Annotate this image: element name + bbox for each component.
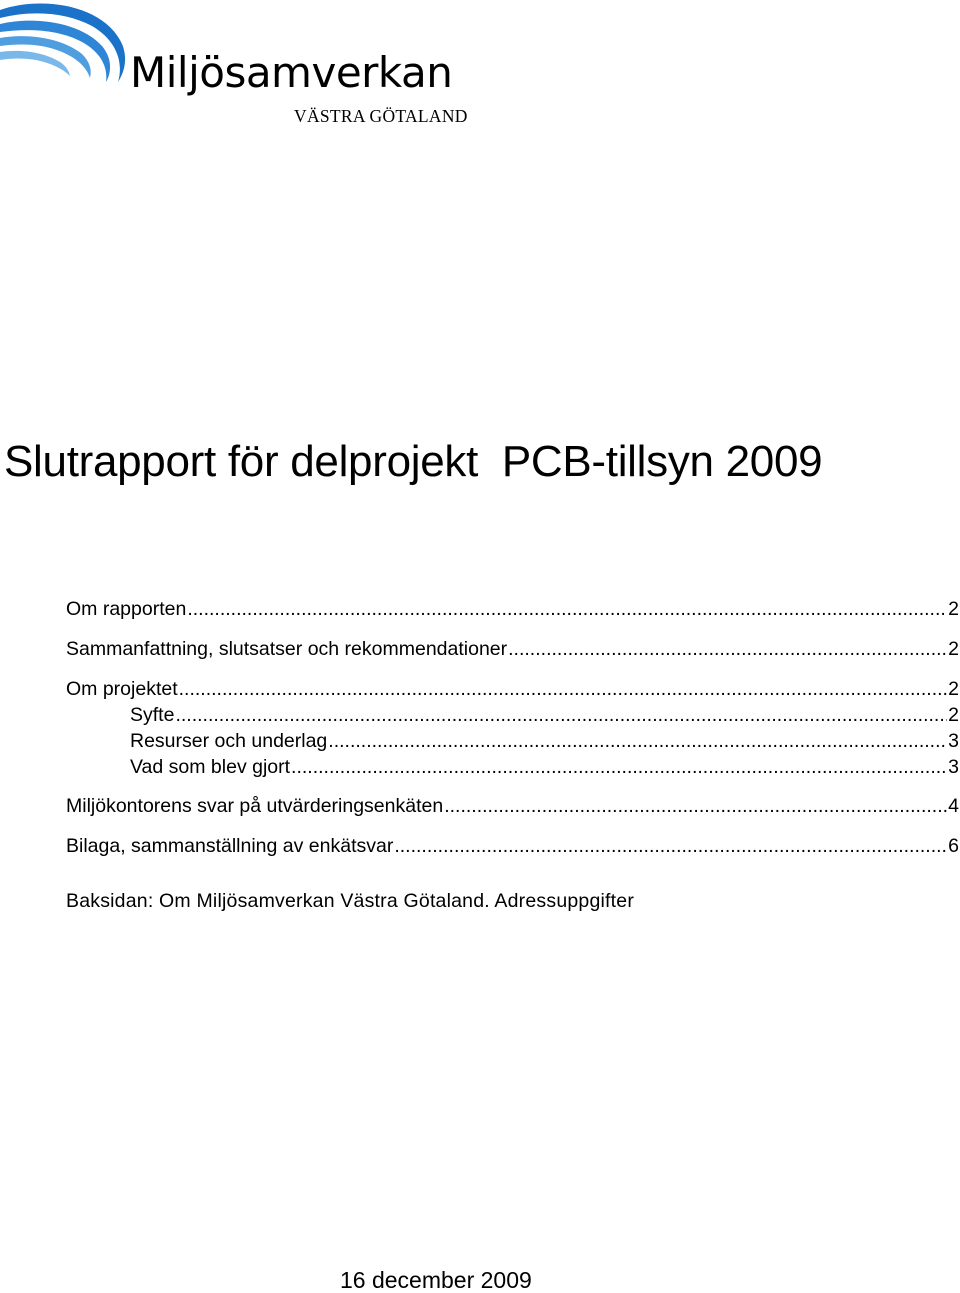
toc-entry-page: 2	[948, 704, 959, 726]
toc-entry-page: 2	[948, 678, 959, 700]
toc-entry-page: 3	[948, 730, 959, 752]
toc-entry-label: Resurser och underlag	[130, 730, 328, 752]
toc-entry-om-rapporten[interactable]	[66, 596, 959, 622]
toc-entry-label: Vad som blev gjort	[130, 756, 291, 778]
toc-entry-page: 6	[948, 835, 959, 857]
toc-entry-label: Miljökontorens svar på utvärderingsenkäten	[66, 795, 444, 817]
logo-region: VÄSTRA GÖTALAND	[294, 106, 468, 126]
toc-entry-resurser[interactable]	[130, 728, 959, 754]
toc-leader-dots	[179, 676, 948, 702]
document-date: 16 december 2009	[340, 1267, 532, 1293]
toc-entry-vad-som-blev-gjort[interactable]	[130, 754, 959, 780]
toc-entry-label: Om projektet	[66, 678, 178, 700]
toc-entry-label: Om rapporten	[66, 598, 187, 620]
toc-entry-om-projektet[interactable]	[66, 676, 959, 702]
toc-leader-dots	[187, 596, 947, 622]
toc-entry-bilaga[interactable]	[66, 833, 959, 859]
toc-entry-label: Bilaga, sammanställning av enkätsvar	[66, 835, 394, 857]
toc-entry-label: Sammanfattning, slutsatser och rekommendationer	[66, 638, 508, 660]
toc-entry-label: Syfte	[130, 704, 175, 726]
swoosh-icon	[0, 0, 140, 110]
toc-entry-miljokontorens-svar[interactable]	[66, 793, 959, 819]
toc-leader-dots	[444, 793, 947, 819]
toc-entry-syfte[interactable]	[130, 702, 959, 728]
back-page-note: Baksidan: Om Miljösamverkan Västra Götaland. Adressuppgifter	[66, 890, 635, 912]
toc-leader-dots	[175, 702, 947, 728]
toc-leader-dots	[508, 636, 947, 662]
logo-name: Miljösamverkan	[130, 48, 453, 97]
toc-entry-page: 2	[948, 598, 959, 620]
toc-entry-page: 2	[948, 638, 959, 660]
logo	[0, 0, 500, 135]
toc-entry-sammanfattning[interactable]	[66, 636, 959, 662]
toc-leader-dots	[291, 754, 947, 780]
toc-leader-dots	[394, 833, 947, 859]
toc-entry-page: 4	[948, 795, 959, 817]
toc-entry-page: 3	[948, 756, 959, 778]
toc-leader-dots	[328, 728, 947, 754]
document-title: Slutrapport för delprojekt PCB-tillsyn 2009	[4, 437, 823, 486]
